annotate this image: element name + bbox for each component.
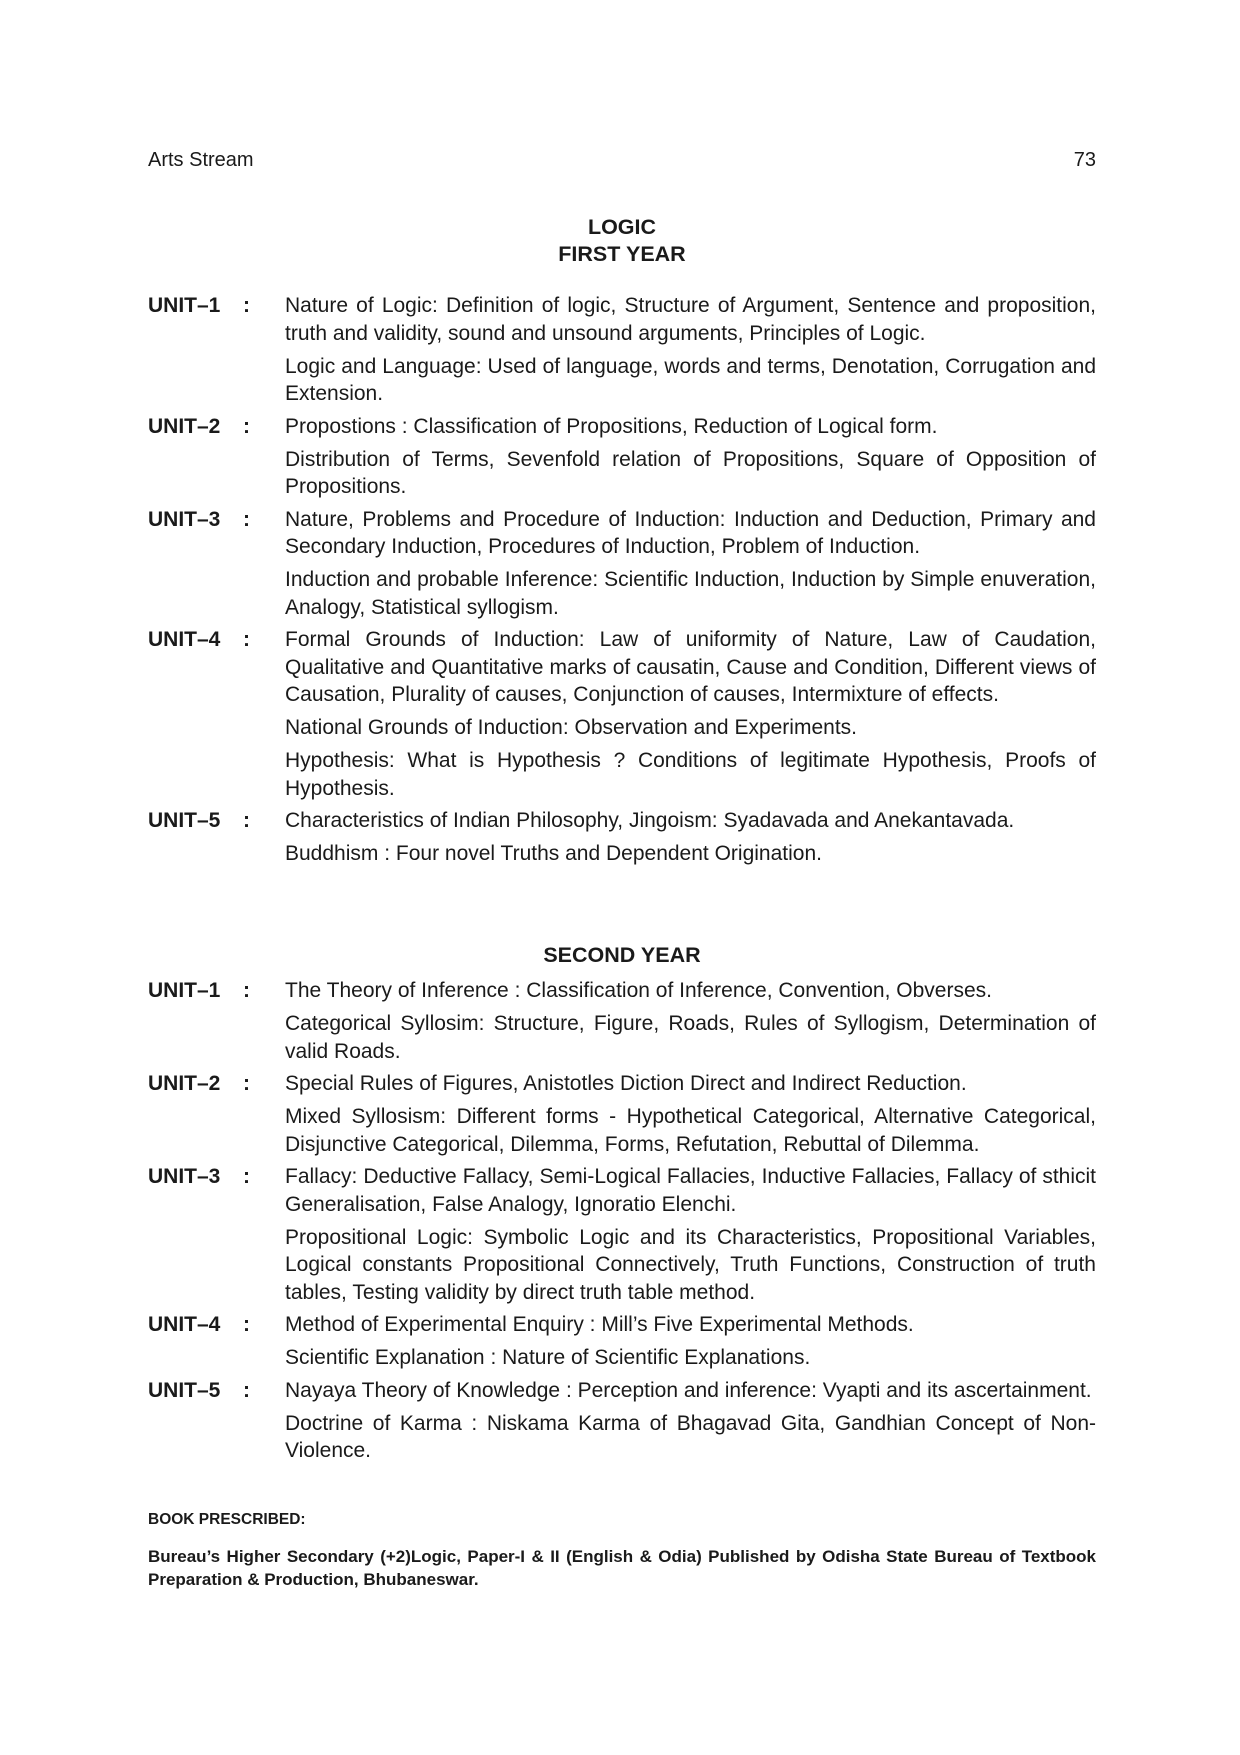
unit-label: UNIT–2 xyxy=(148,414,221,438)
first-year-units xyxy=(148,292,1096,873)
unit-row xyxy=(148,1163,1096,1306)
unit-label: UNIT–4 xyxy=(148,628,221,651)
unit-paragraph: Logic and Language: Used of language, words and terms, Denotation, Corrugation and Extension. xyxy=(285,354,1096,405)
unit-row xyxy=(148,292,1096,408)
unit-paragraph: Doctrine of Karma : Niskama Karma of Bhagavad Gita, Gandhian Concept of Non-Violence. xyxy=(285,1411,1096,1462)
second-year-heading: SECOND YEAR xyxy=(543,943,701,967)
unit-separator: : xyxy=(243,1313,250,1336)
unit-paragraph: Formal Grounds of Induction: Law of uniformity of Nature, Law of Caudation, Qualitative and Quantitative marks of causatin, Cause and Condition, Different views of Causation, Plurality of causes, Conjunction of causes, Intermixture of effects. xyxy=(285,628,1096,706)
unit-row xyxy=(148,807,1096,868)
unit-paragraph: Propostions : Classification of Propositions, Reduction of Logical form. xyxy=(285,414,938,438)
unit-row xyxy=(148,506,1096,622)
unit-paragraph: Scientific Explanation : Nature of Scientific Explanations. xyxy=(285,1346,811,1369)
unit-paragraph: Mixed Syllosism: Different forms - Hypothetical Categorical, Alternative Categorical, Disjunctive Categorical, Dilemma, Forms, Refutation, Rebuttal of Dilemma. xyxy=(285,1105,1096,1156)
second-year-units xyxy=(148,977,1096,1470)
unit-separator: : xyxy=(243,414,250,438)
unit-paragraph: Buddhism : Four novel Truths and Dependent Origination. xyxy=(285,842,822,865)
unit-separator: : xyxy=(243,1378,250,1402)
unit-paragraph: Induction and probable Inference: Scientific Induction, Induction by Simple enuveration, Analogy, Statistical syllogism. xyxy=(285,568,1096,619)
unit-paragraph: Nayaya Theory of Knowledge : Perception and inference: Vyapti and its ascertainment. xyxy=(285,1378,1092,1402)
unit-body xyxy=(285,977,1096,1065)
unit-label: UNIT–1 xyxy=(148,979,221,1002)
unit-row xyxy=(148,1311,1096,1372)
unit-paragraph: Fallacy: Deductive Fallacy, Semi-Logical Fallacies, Inductive Fallacies, Fallacy of sthicit Generalisation, False Analogy, Ignoratio Elenchi. xyxy=(285,1165,1096,1216)
unit-paragraph: Nature of Logic: Definition of logic, Structure of Argument, Sentence and proposition, truth and validity, sound and unsound arguments, Principles of Logic. xyxy=(285,294,1096,345)
unit-separator: : xyxy=(243,809,250,832)
page-header xyxy=(148,149,1096,172)
unit-paragraph: Categorical Syllosim: Structure, Figure, Roads, Rules of Syllogism, Determination of valid Roads. xyxy=(285,1012,1096,1063)
unit-body xyxy=(285,626,1096,802)
unit-separator: : xyxy=(243,1165,250,1188)
unit-separator: : xyxy=(243,628,250,651)
unit-row xyxy=(148,1070,1096,1158)
unit-separator: : xyxy=(243,1072,250,1095)
unit-label: UNIT–4 xyxy=(148,1313,221,1336)
unit-row xyxy=(148,413,1096,501)
unit-label: UNIT–5 xyxy=(148,809,221,832)
unit-body xyxy=(285,1311,1096,1372)
title-block xyxy=(148,214,1096,268)
unit-paragraph: National Grounds of Induction: Observation and Experiments. xyxy=(285,716,857,739)
unit-body xyxy=(285,1070,1096,1158)
unit-paragraph: Characteristics of Indian Philosophy, Jingoism: Syadavada and Anekantavada. xyxy=(285,809,1015,832)
unit-label: UNIT–5 xyxy=(148,1378,221,1402)
unit-label: UNIT–2 xyxy=(148,1072,221,1095)
unit-row xyxy=(148,626,1096,802)
stream-label: Arts Stream xyxy=(148,149,254,171)
unit-body xyxy=(285,413,1096,501)
unit-body xyxy=(285,807,1096,868)
unit-separator: : xyxy=(243,294,250,317)
unit-body xyxy=(285,1377,1096,1465)
unit-paragraph: The Theory of Inference : Classification of Inference, Convention, Obverses. xyxy=(285,979,992,1002)
first-year-heading: FIRST YEAR xyxy=(558,242,686,266)
book-prescribed-text: Bureau’s Higher Secondary (+2)Logic, Paper-I & II (English & Odia) Published by Odisha State Bureau of Textbook Preparation & Production, Bhubaneswar. xyxy=(148,1547,1096,1589)
unit-label: UNIT–3 xyxy=(148,507,221,531)
unit-paragraph: Special Rules of Figures, Anistotles Diction Direct and Indirect Reduction. xyxy=(285,1072,967,1095)
page-number: 73 xyxy=(1073,149,1096,171)
unit-separator: : xyxy=(243,507,250,531)
unit-paragraph: Method of Experimental Enquiry : Mill’s Five Experimental Methods. xyxy=(285,1313,914,1336)
unit-paragraph: Distribution of Terms, Sevenfold relation of Propositions, Square of Opposition of Propositions. xyxy=(285,447,1096,498)
unit-body xyxy=(285,1163,1096,1306)
unit-row xyxy=(148,1377,1096,1465)
unit-label: UNIT–1 xyxy=(148,294,221,317)
unit-paragraph: Hypothesis: What is Hypothesis ? Conditions of legitimate Hypothesis, Proofs of Hypothesis. xyxy=(285,749,1096,800)
unit-paragraph: Propositional Logic: Symbolic Logic and its Characteristics, Propositional Variables, Logical constants Propositional Connectively, Truth Functions, Construction of truth tables, Testing validity by direct truth table method. xyxy=(285,1225,1096,1304)
book-prescribed-heading: BOOK PRESCRIBED: xyxy=(148,1511,306,1528)
unit-separator: : xyxy=(243,979,250,1002)
unit-row xyxy=(148,977,1096,1065)
unit-body xyxy=(285,506,1096,622)
subject-title: LOGIC xyxy=(587,215,657,239)
unit-paragraph: Nature, Problems and Procedure of Induction: Induction and Deduction, Primary and Secondary Induction, Procedures of Induction, Problem of Induction. xyxy=(285,507,1096,558)
unit-body xyxy=(285,292,1096,408)
unit-label: UNIT–3 xyxy=(148,1165,221,1188)
